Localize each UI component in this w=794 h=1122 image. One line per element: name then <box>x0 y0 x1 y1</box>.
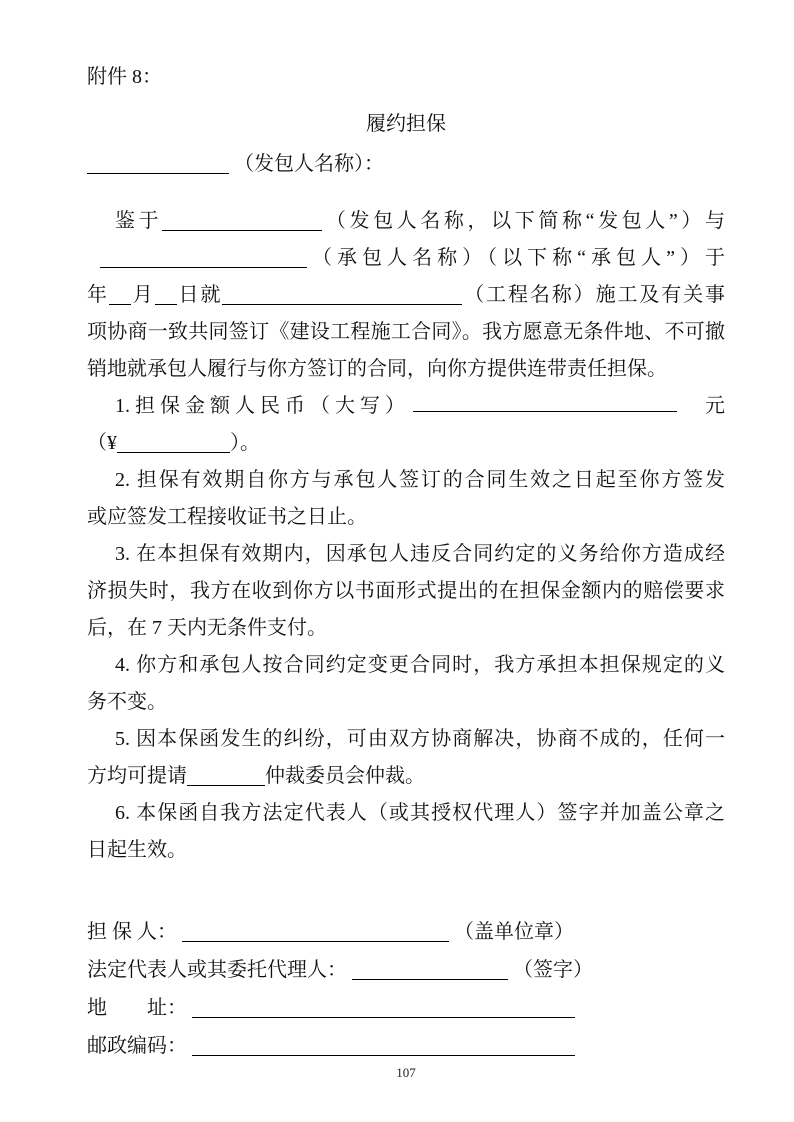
year-blank <box>109 285 131 305</box>
item-1-line <box>87 388 725 425</box>
year-label: 年 <box>87 284 109 306</box>
contractor-post: （承包人名称）（以下称“承包人”）于 <box>307 247 725 269</box>
address-blank <box>192 998 575 1018</box>
item-4-line-2: 务不变。 <box>87 691 167 713</box>
representative-label: 法定代表人或其委托代理人： <box>87 959 347 981</box>
whereas-post: （发包人名称，以下简称“发包人”）与 <box>322 210 725 232</box>
postcode-blank <box>192 1036 575 1056</box>
addressee-suffix: （发包人名称）： <box>234 153 384 175</box>
item-6-line-2: 日起生效。 <box>87 839 187 861</box>
item-3-line-2: 济损失时，我方在收到你方以书面形式提出的在担保金额内的赔偿要求 <box>87 580 725 602</box>
arbitration-committee-blank <box>187 766 265 786</box>
project-post: （工程名称）施工及有关事 <box>462 284 726 306</box>
contractor-line <box>87 240 725 277</box>
project-name-blank <box>222 285 462 305</box>
item-5-line-2-pre: 方均可提请 <box>87 765 187 787</box>
item-3-line-3: 后，在 7 天内无条件支付。 <box>87 617 327 639</box>
representative-line <box>87 951 725 989</box>
amount-figures-pre: （¥ <box>87 432 117 454</box>
item-3-line-1: 3. 在本担保有效期内，因承包人违反合同约定的义务给你方造成经 <box>115 543 725 565</box>
postcode-label: 邮政编码： <box>87 1035 187 1057</box>
date-project-line <box>87 277 725 314</box>
guarantor-blank <box>182 922 449 942</box>
signature-block <box>87 913 725 1065</box>
whereas-pre: 鉴于 <box>115 210 163 232</box>
representative-blank <box>352 960 508 980</box>
item-6-line-1: 6. 本保函自我方法定代表人（或其授权代理人）签字并加盖公章之 <box>115 802 725 824</box>
guarantor-suffix: （盖单位章） <box>454 921 574 943</box>
guarantor-line <box>87 913 725 951</box>
whereas-line <box>87 203 725 240</box>
address-label: 地 址： <box>87 997 187 1019</box>
amount-words-blank <box>413 392 677 412</box>
amount-figures-post: ）。 <box>230 432 260 454</box>
guarantee-statement-line-2: 销地就承包人履行与你方签订的合同，向你方提供连带责任担保。 <box>87 358 667 380</box>
addressee-line <box>87 146 725 183</box>
employer-name-blank-2 <box>162 211 322 231</box>
item-5-line-1: 5. 因本保函发生的纠纷，可由双方协商解决，协商不成的，任何一 <box>115 728 725 750</box>
item-1-amount-line <box>87 425 725 462</box>
item-2-line-1: 2. 担保有效期自你方与承包人签订的合同生效之日起至你方签发 <box>115 469 725 491</box>
contractor-name-blank <box>100 248 307 268</box>
representative-suffix: （签字） <box>513 959 593 981</box>
guarantor-label: 担 保 人： <box>87 921 177 943</box>
item-4-line-1: 4. 你方和承包人按合同约定变更合同时，我方承担本担保规定的义 <box>115 654 725 676</box>
amount-figures-blank <box>117 433 230 453</box>
attachment-label: 附件 8： <box>87 66 162 88</box>
day-label: 日就 <box>176 284 223 306</box>
item-2-line-2: 或应签发工程接收证书之日止。 <box>87 506 367 528</box>
month-blank <box>155 285 177 305</box>
item-5-line-2-post: 仲裁委员会仲裁。 <box>265 765 425 787</box>
month-label: 月 <box>130 284 155 306</box>
item-1-prefix: 1. 担 保 金 额 人 民 币 （ 大 写 ） <box>115 395 405 417</box>
employer-name-blank <box>87 154 229 174</box>
address-line <box>87 989 725 1027</box>
postcode-line <box>87 1027 725 1065</box>
item-1-suffix: 元 <box>705 395 725 417</box>
page-number: 107 <box>396 1065 416 1080</box>
item-5-line-2 <box>87 758 725 795</box>
guarantee-statement-line-1: 项协商一致共同签订《建设工程施工合同》。我方愿意无条件地、不可撤 <box>87 321 725 343</box>
document-title: 履约担保 <box>366 113 446 135</box>
